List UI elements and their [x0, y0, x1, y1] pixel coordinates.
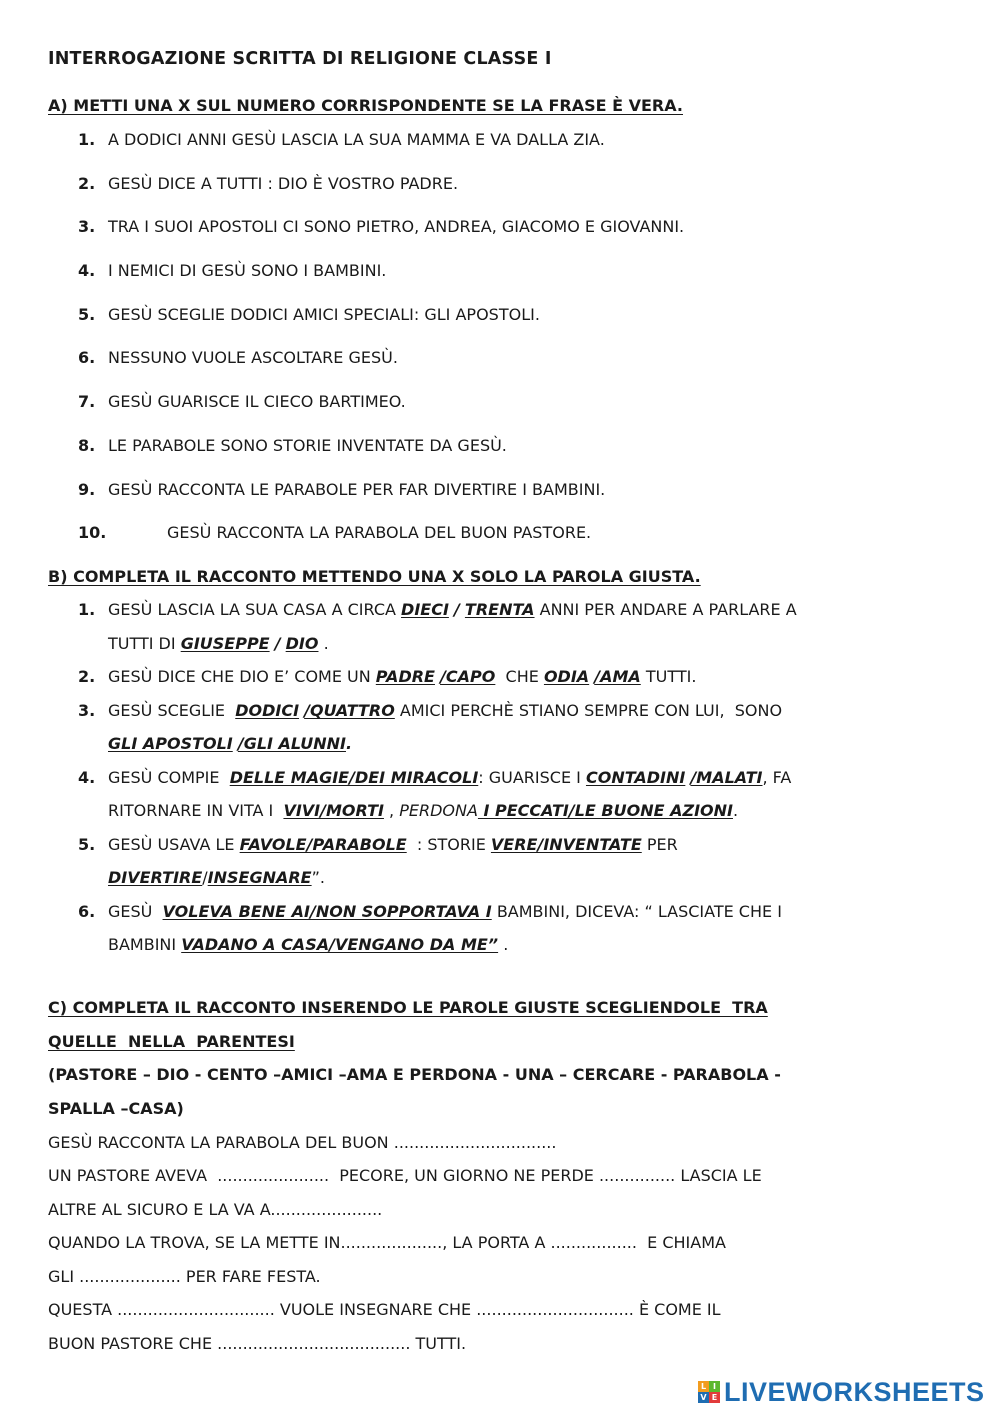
b-sentence-line: [108, 667, 696, 686]
a-item-text: NESSUNO VUOLE ASCOLTARE GESÙ.: [108, 348, 398, 367]
sentence-text: PERDONA: [399, 801, 478, 820]
answer-choice[interactable]: I PECCATI/LE BUONE AZIONI: [477, 801, 733, 820]
a-item-number[interactable]: 6.: [78, 348, 96, 367]
c-text-line[interactable]: UN PASTORE AVEVA ...................... PECORE, UN GIORNO NE PERDE ............... LASCIA LE: [48, 1166, 762, 1185]
page-title: INTERROGAZIONE SCRITTA DI RELIGIONE CLASSE I: [48, 49, 552, 69]
sentence-text: .: [732, 801, 739, 820]
answer-choice[interactable]: VADANO A CASA/VENGANO DA ME”: [181, 935, 499, 954]
sentence-text: ,: [383, 801, 400, 820]
sentence-text: , FA: [762, 768, 792, 787]
a-item-number[interactable]: 9.: [78, 480, 96, 499]
sentence-text: GESÙ SCEGLIE: [108, 701, 236, 720]
answer-choice[interactable]: PADRE: [375, 667, 435, 686]
sentence-text: GESÙ: [108, 902, 163, 921]
answer-choice[interactable]: DIO: [285, 634, 319, 653]
answer-choice[interactable]: /MALATI: [690, 768, 763, 787]
b-sentence-line: [108, 868, 325, 887]
a-item-number[interactable]: 4.: [78, 261, 96, 280]
sentence-text: GESÙ USAVA LE: [108, 835, 240, 854]
answer-choice[interactable]: VOLEVA BENE AI/NON SOPPORTAVA I: [162, 902, 492, 921]
sentence-text: PER: [641, 835, 678, 854]
sentence-text: : STORIE: [406, 835, 491, 854]
word-bank: (PASTORE – DIO - CENTO –AMICI –AMA E PERDONA - UNA – CERCARE - PARABOLA -: [48, 1065, 781, 1084]
answer-choice[interactable]: ODIA: [543, 667, 590, 686]
sentence-text: BAMBINI: [108, 935, 182, 954]
a-item-number[interactable]: 2.: [78, 174, 96, 193]
sentence-text: GESÙ COMPIE: [108, 768, 230, 787]
a-item-text: I NEMICI DI GESÙ SONO I BAMBINI.: [108, 261, 387, 280]
logo-tile: E: [709, 1392, 720, 1403]
sentence-text: /: [274, 634, 281, 653]
b-item-number: 2.: [78, 667, 96, 686]
a-item-text: A DODICI ANNI GESÙ LASCIA LA SUA MAMMA E VA DALLA ZIA.: [108, 130, 605, 149]
sentence-text: : GUARISCE I: [478, 768, 586, 787]
a-item-number[interactable]: 10.: [78, 523, 107, 542]
answer-choice[interactable]: FAVOLE/PARABOLE: [239, 835, 407, 854]
answer-choice[interactable]: /GLI ALUNNI: [237, 734, 346, 753]
a-item-text: TRA I SUOI APOSTOLI CI SONO PIETRO, ANDREA, GIACOMO E GIOVANNI.: [108, 217, 685, 236]
answer-choice[interactable]: VERE/INVENTATE: [490, 835, 642, 854]
sentence-text: GESÙ LASCIA LA SUA CASA A CIRCA: [108, 600, 402, 619]
b-sentence-line: [108, 634, 329, 653]
b-item-number: 6.: [78, 902, 96, 921]
section-c-heading-cont: QUELLE NELLA PARENTESI: [48, 1032, 295, 1051]
a-item-number[interactable]: 3.: [78, 217, 96, 236]
a-item-number[interactable]: 8.: [78, 436, 96, 455]
sentence-text: TUTTI.: [640, 667, 697, 686]
liveworksheets-logo-icon: [698, 1381, 720, 1403]
sentence-text: CHE: [495, 667, 544, 686]
answer-choice[interactable]: /QUATTRO: [304, 701, 395, 720]
c-text-line[interactable]: QUANDO LA TROVA, SE LA METTE IN...................., LA PORTA A ................. E CHIAMA: [48, 1233, 726, 1252]
sentence-text: ”.: [311, 868, 325, 887]
a-item-text: GESÙ DICE A TUTTI : DIO È VOSTRO PADRE.: [108, 174, 459, 193]
sentence-text: RITORNARE IN VITA I: [108, 801, 284, 820]
answer-choice[interactable]: GIUSEPPE: [180, 634, 270, 653]
c-text-line[interactable]: ALTRE AL SICURO E LA VA A......................: [48, 1200, 383, 1219]
answer-choice[interactable]: DODICI: [235, 701, 300, 720]
answer-choice[interactable]: TRENTA: [464, 600, 535, 619]
a-item-text: GESÙ RACCONTA LA PARABOLA DEL BUON PASTORE.: [167, 523, 592, 542]
c-text-line[interactable]: BUON PASTORE CHE ...................................... TUTTI.: [48, 1334, 467, 1353]
c-text-line[interactable]: QUESTA ............................... VUOLE INSEGNARE CHE ............................... È COME IL: [48, 1300, 721, 1319]
b-sentence-line: [108, 835, 678, 854]
section-c-heading: C) COMPLETA IL RACCONTO INSERENDO LE PAROLE GIUSTE SCEGLIENDOLE TRA: [48, 998, 768, 1017]
b-item-number: 3.: [78, 701, 96, 720]
answer-choice[interactable]: VIVI/MORTI: [283, 801, 384, 820]
a-item-text: LE PARABOLE SONO STORIE INVENTATE DA GESÙ.: [108, 436, 507, 455]
a-item-number[interactable]: 7.: [78, 392, 96, 411]
b-item-number: 4.: [78, 768, 96, 787]
b-item-number: 5.: [78, 835, 96, 854]
b-sentence-line: [108, 600, 797, 619]
answer-choice[interactable]: DIECI: [401, 600, 449, 619]
answer-choice[interactable]: /AMA: [594, 667, 641, 686]
answer-choice[interactable]: DELLE MAGIE/DEI MIRACOLI: [229, 768, 479, 787]
sentence-text: TUTTI DI: [108, 634, 181, 653]
a-item-text: GESÙ SCEGLIE DODICI AMICI SPECIALI: GLI APOSTOLI.: [108, 305, 540, 324]
a-item-text: GESÙ RACCONTA LE PARABOLE PER FAR DIVERTIRE I BAMBINI.: [108, 480, 606, 499]
liveworksheets-logo: [698, 1377, 985, 1407]
b-sentence-line: [108, 801, 738, 820]
logo-tile: I: [709, 1381, 720, 1392]
c-text-line[interactable]: GESÙ RACCONTA LA PARABOLA DEL BUON ................................: [48, 1133, 557, 1152]
word-bank-cont: SPALLA –CASA): [48, 1099, 184, 1118]
b-item-number: 1.: [78, 600, 96, 619]
sentence-text: ANNI PER ANDARE A PARLARE A: [534, 600, 797, 619]
sentence-text: /: [202, 868, 208, 887]
b-sentence-line: [108, 734, 352, 753]
b-sentence-line: [108, 935, 508, 954]
logo-tile: V: [698, 1392, 709, 1403]
sentence-text: .: [498, 935, 509, 954]
a-item-number[interactable]: 5.: [78, 305, 96, 324]
c-text-line[interactable]: GLI .................... PER FARE FESTA.: [48, 1267, 321, 1286]
a-item-number[interactable]: 1.: [78, 130, 96, 149]
section-a-heading: A) METTI UNA X SUL NUMERO CORRISPONDENTE SE LA FRASE È VERA.: [48, 96, 683, 115]
a-item-text: GESÙ GUARISCE IL CIECO BARTIMEO.: [108, 392, 406, 411]
brand-name: LIVEWORKSHEETS: [724, 1376, 985, 1407]
answer-choice[interactable]: CONTADINI: [585, 768, 686, 787]
b-sentence-line: [108, 768, 791, 787]
logo-tile: L: [698, 1381, 709, 1392]
sentence-text: .: [318, 634, 329, 653]
sentence-text: .: [345, 734, 353, 753]
answer-choice[interactable]: DIVERTIRE: [108, 868, 203, 887]
answer-choice[interactable]: INSEGNARE: [207, 868, 312, 887]
answer-choice[interactable]: GLI APOSTOLI: [108, 734, 233, 753]
sentence-text: /: [453, 600, 460, 619]
sentence-text: GESÙ DICE CHE DIO E’ COME UN: [108, 667, 376, 686]
b-sentence-line: [108, 701, 782, 720]
sentence-text: BAMBINI, DICEVA: “ LASCIATE CHE I: [491, 902, 782, 921]
sentence-text: AMICI PERCHÈ STIANO SEMPRE CON LUI, SONO: [394, 701, 783, 720]
answer-choice[interactable]: /CAPO: [440, 667, 496, 686]
section-b-heading: B) COMPLETA IL RACCONTO METTENDO UNA X SOLO LA PAROLA GIUSTA.: [48, 567, 701, 586]
b-sentence-line: [108, 902, 782, 921]
